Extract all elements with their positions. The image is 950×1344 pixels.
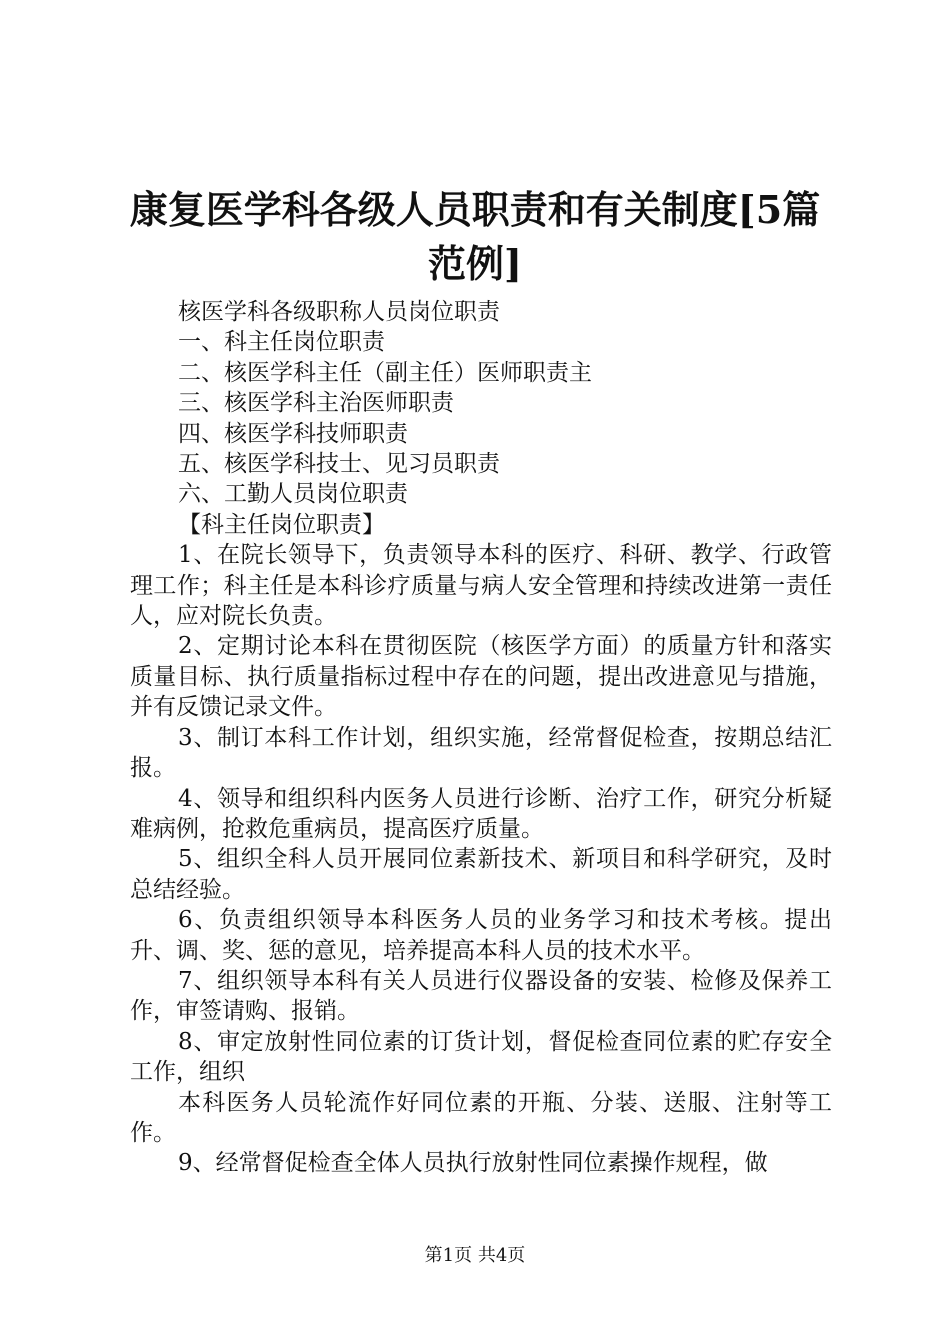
paragraph: 9、经常督促检查全体人员执行放射性同位素操作规程，做 (178, 1150, 768, 1177)
intro-line: 一、科主任岗位职责 (178, 329, 385, 356)
paragraph: 8、审定放射性同位素的订货计划，督促检查同位素的贮存安全工作，组织 (130, 1028, 832, 1086)
intro-line: 二、核医学科主任（副主任）医师职责主 (178, 359, 592, 386)
paragraph: 6、负责组织领导本科医务人员的业务学习和技术考核。提出升、调、奖、惩的意见，培养提高本科人员的技术水平。 (130, 907, 832, 964)
paragraph: 本科医务人员轮流作好同位素的开瓶、分装、送服、注射等工作。 (130, 1089, 832, 1146)
paragraph: 5、组织全科人员开展同位素新技术、新项目和科学研究，及时总结经验。 (130, 846, 832, 903)
paragraph: 4、领导和组织科内医务人员进行诊断、治疗工作，研究分析疑难病例，抢救危重病员，提高医疗质量。 (130, 785, 832, 842)
paragraph: 2、定期讨论本科在贯彻医院（核医学方面）的质量方针和落实质量目标、执行质量指标过程中存在的问题，提出改进意见与措施，并有反馈记录文件。 (130, 633, 832, 721)
intro-line: 四、核医学科技师职责 (178, 420, 408, 447)
intro-line: 六、工勤人员岗位职责 (178, 481, 408, 508)
page-footer: 第1页 共4页 (424, 1245, 526, 1266)
intro-line: 核医学科各级职称人员岗位职责 (178, 299, 500, 325)
intro-line: 三、核医学科主治医师职责 (178, 390, 454, 417)
document-body (130, 297, 832, 1179)
paragraph: 3、制订本科工作计划，组织实施，经常督促检查，按期总结汇报。 (130, 724, 832, 782)
intro-line: 五、核医学科技士、见习员职责 (178, 451, 500, 478)
paragraph: 7、组织领导本科有关人员进行仪器设备的安装、检修及保养工作，审签请购、报销。 (130, 967, 832, 1025)
document-title: 康复医学科各级人员职责和有关制度[5篇范例] (129, 187, 821, 286)
paragraph: 1、在院长领导下，负责领导本科的医疗、科研、教学、行政管理工作；科主任是本科诊疗质量与病人安全管理和持续改进第一责任人，应对院长负责。 (130, 542, 832, 630)
section-heading: 【科主任岗位职责】 (178, 511, 385, 538)
